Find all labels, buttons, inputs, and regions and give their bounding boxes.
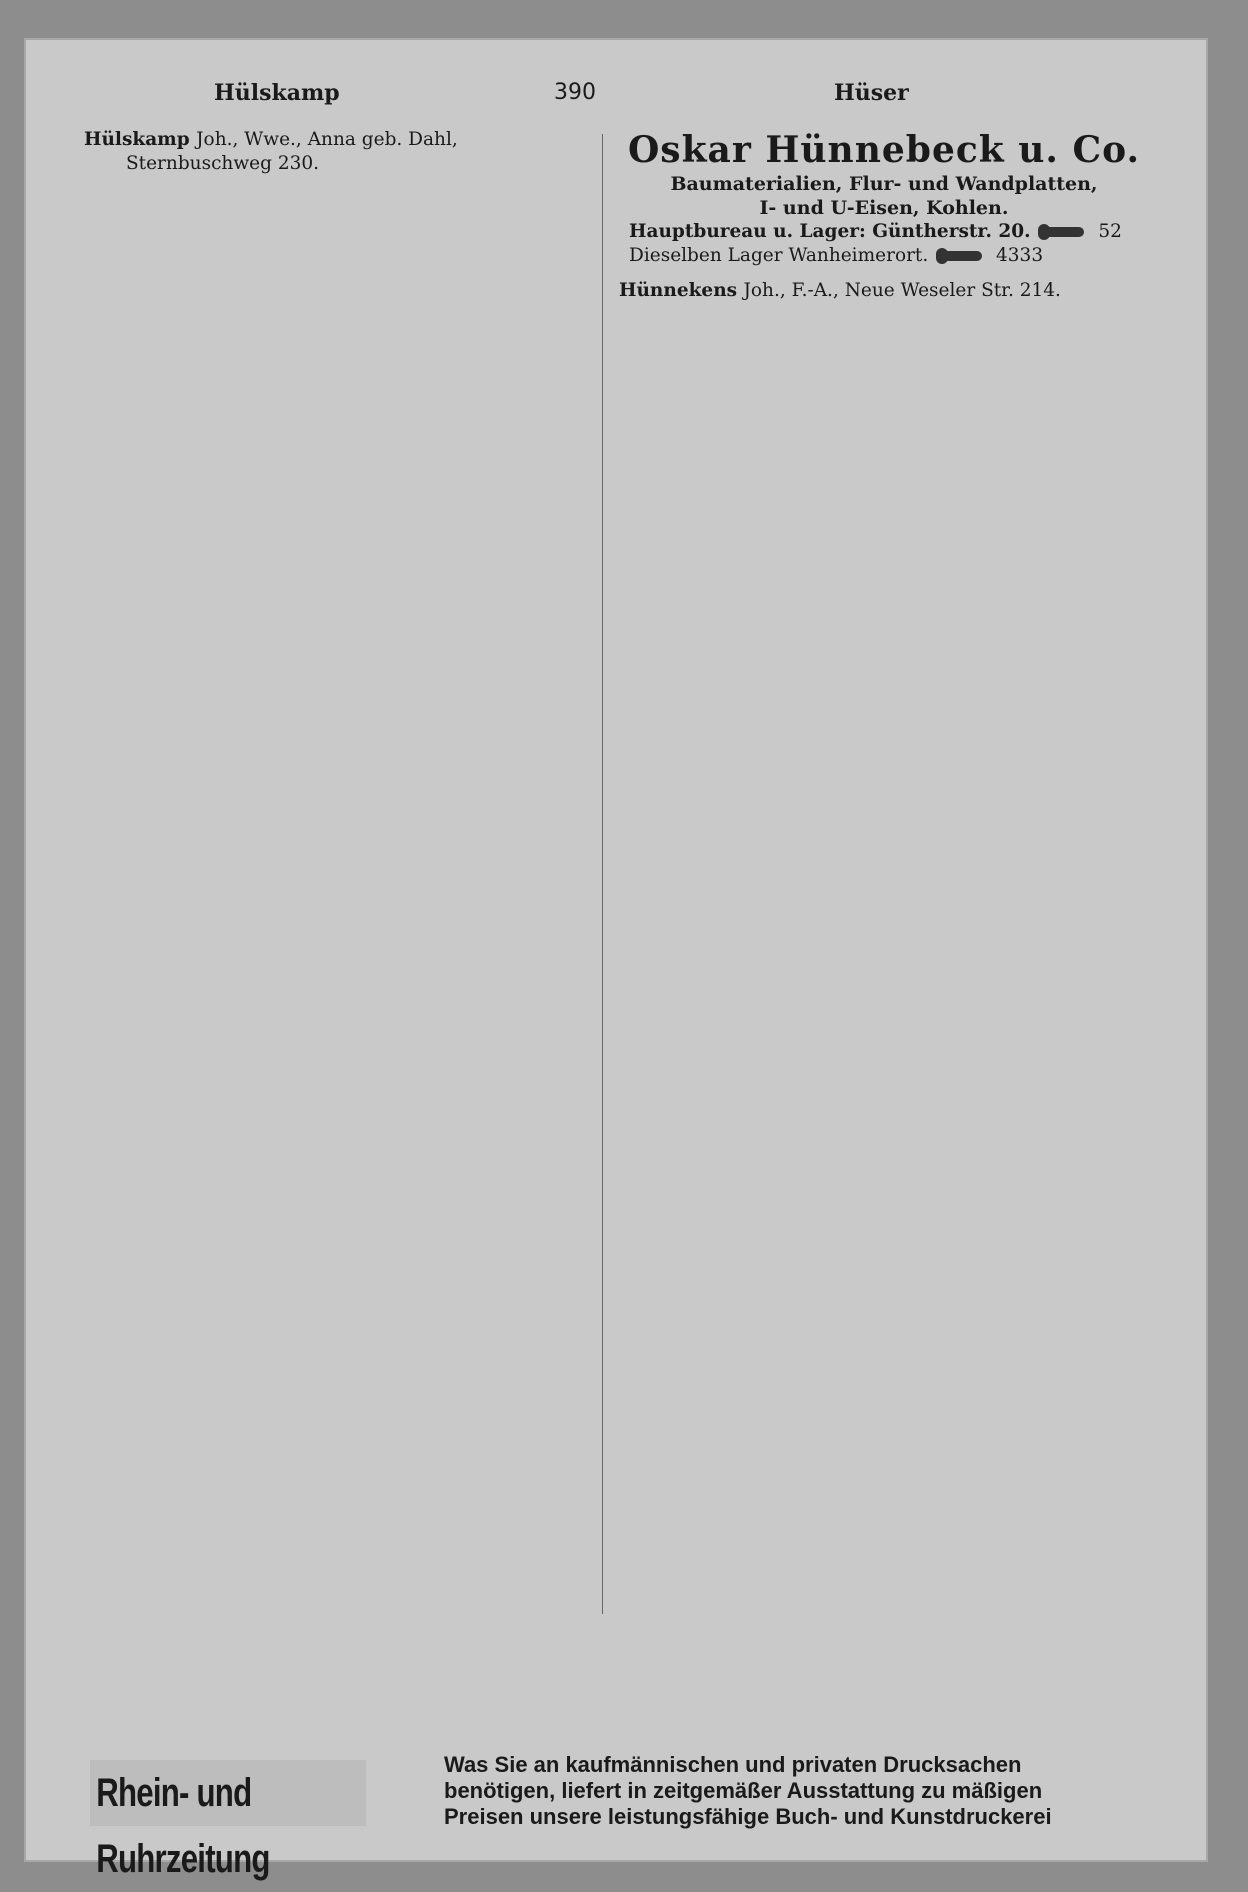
header-left-title: Hülskamp <box>214 80 340 106</box>
column-divider <box>602 134 603 1614</box>
ad-hq-text: Hauptbureau u. Lager: Güntherstr. 20. <box>629 221 1031 242</box>
entry-details: Sternbuschweg 230. <box>126 153 320 175</box>
ad-headquarters <box>619 220 1149 244</box>
ad-lager-text: Dieselben Lager Wanheimerort. <box>629 245 929 267</box>
right-column <box>619 128 1149 303</box>
ad-hq-phone: 52 <box>1098 221 1122 242</box>
directory-entry <box>84 152 594 176</box>
footer-ad-line: Was Sie an kaufmännischen und privaten Drucksachen <box>444 1752 1022 1777</box>
entry-details: Joh., F.-A., Neue Weseler Str. 214. <box>743 279 1061 301</box>
ad-lager-phone: 4333 <box>996 245 1044 267</box>
header-right-title: Hüser <box>834 80 909 106</box>
footer-ad-line: Preisen unsere leistungsfähige Buch- und Kunstdruckerei <box>444 1804 1052 1829</box>
footer-ad-line: benötigen, liefert in zeitgemäßer Ausstattung zu mäßigen <box>444 1778 1043 1803</box>
footer-advertisement <box>64 1750 1168 1881</box>
right-column-entries <box>619 279 1149 303</box>
telephone-icon <box>1044 227 1084 237</box>
ad-lager <box>619 244 1149 268</box>
entry-details: Joh., Wwe., Anna geb. Dahl, <box>196 129 458 150</box>
newspaper-logo: Rhein- und Ruhrzeitung <box>90 1760 366 1826</box>
directory-entry <box>619 279 1149 303</box>
ad-line-2: I- und U-Eisen, Kohlen. <box>759 197 1009 219</box>
ad-firm-name: Oskar Hünnebeck u. Co. <box>627 129 1141 171</box>
left-column <box>84 128 594 177</box>
page-number: 390 <box>554 80 596 105</box>
telephone-icon <box>942 251 982 261</box>
entry-surname: Hünnekens <box>619 279 744 301</box>
entry-surname: Hülskamp <box>84 129 197 150</box>
company-advertisement <box>619 128 1149 269</box>
ad-line-1: Baumaterialien, Flur- und Wandplatten, <box>670 173 1098 195</box>
directory-entry <box>84 128 594 152</box>
footer-ad-text <box>444 1752 1164 1830</box>
directory-page <box>24 38 1208 1881</box>
page-header <box>24 80 1208 116</box>
